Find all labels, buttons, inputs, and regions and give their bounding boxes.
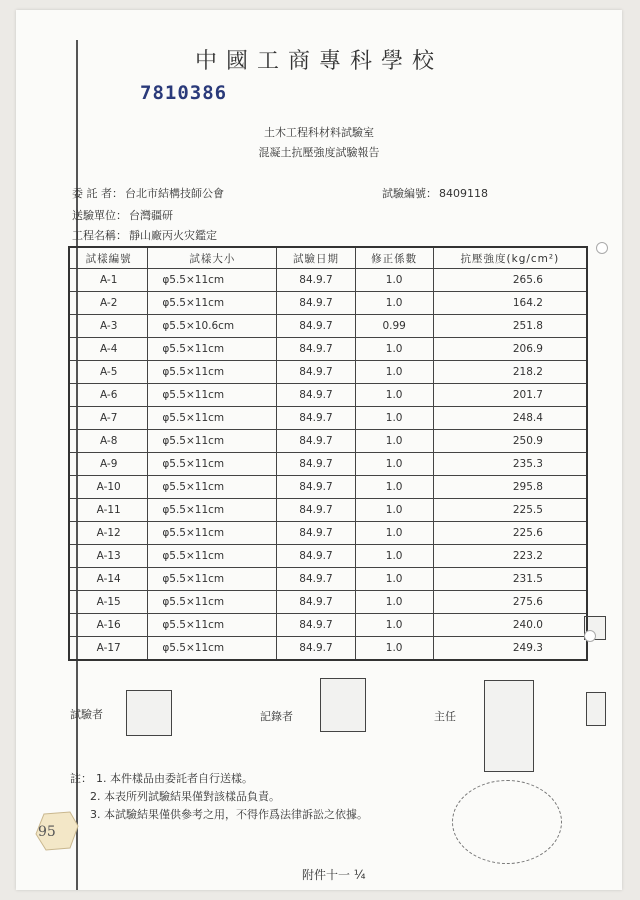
strength-cell: 201.7 xyxy=(433,384,587,407)
table-row xyxy=(69,614,587,637)
sample-size-cell: φ5.5×11cm xyxy=(148,545,277,568)
submitting-unit-label: 送驗單位： xyxy=(72,209,127,222)
table-row xyxy=(69,269,587,292)
test-date-cell: 84.9.7 xyxy=(277,476,355,499)
attachment-label: 附件十一 xyxy=(302,868,351,882)
client-value: 台北市結構技師公會 xyxy=(125,187,224,200)
attachment-fraction: ¼ xyxy=(353,868,366,882)
project-name-label: 工程名稱： xyxy=(72,229,127,242)
test-date-cell: 84.9.7 xyxy=(277,384,355,407)
submitting-unit-field xyxy=(72,207,173,223)
strength-cell: 251.8 xyxy=(433,315,587,338)
sample-size-cell: φ5.5×11cm xyxy=(148,614,277,637)
sample-size-cell: φ5.5×11cm xyxy=(148,591,277,614)
strength-cell: 295.8 xyxy=(433,476,587,499)
column-header: 試樣編號 xyxy=(69,247,148,269)
table-row xyxy=(69,476,587,499)
page-number-text: 95 xyxy=(38,824,56,840)
correction-factor-cell: 1.0 xyxy=(355,499,433,522)
test-number-value: 8409118 xyxy=(439,187,488,200)
test-number-label: 試驗編號： xyxy=(382,187,437,200)
sample-id-cell: A-13 xyxy=(69,545,148,568)
correction-factor-cell: 1.0 xyxy=(355,591,433,614)
sample-size-cell: φ5.5×11cm xyxy=(148,637,277,661)
test-date-cell: 84.9.7 xyxy=(277,269,355,292)
test-date-cell: 84.9.7 xyxy=(277,430,355,453)
correction-factor-cell: 1.0 xyxy=(355,361,433,384)
correction-factor-cell: 1.0 xyxy=(355,292,433,315)
strength-cell: 240.0 xyxy=(433,614,587,637)
sample-id-cell: A-9 xyxy=(69,453,148,476)
table-row xyxy=(69,637,587,661)
table-row xyxy=(69,315,587,338)
sample-id-cell: A-11 xyxy=(69,499,148,522)
tester-stamp xyxy=(126,690,172,736)
table-header-row xyxy=(69,247,587,269)
sample-size-cell: φ5.5×11cm xyxy=(148,453,277,476)
test-date-cell: 84.9.7 xyxy=(277,637,355,661)
strength-cell: 249.3 xyxy=(433,637,587,661)
punch-hole xyxy=(584,630,596,642)
round-seal xyxy=(452,780,562,864)
test-date-cell: 84.9.7 xyxy=(277,453,355,476)
test-date-cell: 84.9.7 xyxy=(277,522,355,545)
serial-number: 7810386 xyxy=(140,82,228,104)
column-header: 試樣大小 xyxy=(148,247,277,269)
sample-id-cell: A-3 xyxy=(69,315,148,338)
table-row xyxy=(69,453,587,476)
sample-size-cell: φ5.5×11cm xyxy=(148,568,277,591)
column-header: 抗壓強度(kg/cm²) xyxy=(433,247,587,269)
test-date-cell: 84.9.7 xyxy=(277,292,355,315)
sample-size-cell: φ5.5×11cm xyxy=(148,407,277,430)
correction-factor-cell: 0.99 xyxy=(355,315,433,338)
sample-size-cell: φ5.5×11cm xyxy=(148,476,277,499)
sample-id-cell: A-8 xyxy=(69,430,148,453)
test-date-cell: 84.9.7 xyxy=(277,407,355,430)
page-number-mark xyxy=(30,808,84,854)
sample-id-cell: A-16 xyxy=(69,614,148,637)
document-page xyxy=(16,10,622,890)
notes-heading: 註： xyxy=(70,772,92,785)
table-row xyxy=(69,361,587,384)
client-label: 委 託 者： xyxy=(72,187,123,200)
test-date-cell: 84.9.7 xyxy=(277,499,355,522)
table-row xyxy=(69,568,587,591)
column-header: 修正係數 xyxy=(355,247,433,269)
sample-size-cell: φ5.5×11cm xyxy=(148,338,277,361)
correction-factor-cell: 1.0 xyxy=(355,522,433,545)
correction-factor-cell: 1.0 xyxy=(355,453,433,476)
test-date-cell: 84.9.7 xyxy=(277,338,355,361)
sample-size-cell: φ5.5×11cm xyxy=(148,522,277,545)
sample-size-cell: φ5.5×10.6cm xyxy=(148,315,277,338)
project-name-field xyxy=(72,227,217,243)
margin-stamp xyxy=(586,692,606,726)
test-date-cell: 84.9.7 xyxy=(277,545,355,568)
punch-hole xyxy=(596,242,608,254)
test-date-cell: 84.9.7 xyxy=(277,315,355,338)
correction-factor-cell: 1.0 xyxy=(355,545,433,568)
sample-id-cell: A-7 xyxy=(69,407,148,430)
correction-factor-cell: 1.0 xyxy=(355,269,433,292)
note-line: 3. 本試驗結果僅供參考之用，不得作爲法律訴訟之依據。 xyxy=(90,808,368,821)
report-title: 混凝土抗壓強度試驗報告 xyxy=(258,146,380,159)
sample-size-cell: φ5.5×11cm xyxy=(148,430,277,453)
table-row xyxy=(69,499,587,522)
page-footer xyxy=(302,866,365,883)
note-line: 2. 本表所列試驗結果僅對該樣品負責。 xyxy=(90,790,280,803)
chief-stamp xyxy=(484,680,534,772)
correction-factor-cell: 1.0 xyxy=(355,338,433,361)
sample-size-cell: φ5.5×11cm xyxy=(148,499,277,522)
table-row xyxy=(69,591,587,614)
correction-factor-cell: 1.0 xyxy=(355,637,433,661)
strength-cell: 250.9 xyxy=(433,430,587,453)
test-date-cell: 84.9.7 xyxy=(277,614,355,637)
strength-cell: 235.3 xyxy=(433,453,587,476)
test-number-field xyxy=(382,185,488,201)
sample-size-cell: φ5.5×11cm xyxy=(148,292,277,315)
chief-label: 主任 xyxy=(434,710,456,723)
sample-id-cell: A-4 xyxy=(69,338,148,361)
sample-id-cell: A-15 xyxy=(69,591,148,614)
recorder-stamp xyxy=(320,678,366,732)
correction-factor-cell: 1.0 xyxy=(355,476,433,499)
project-name-value: 靜山廠丙火灾鑑定 xyxy=(129,229,217,242)
submitting-unit-value: 台灣疆研 xyxy=(129,209,173,222)
recorder-label: 記錄者 xyxy=(260,710,293,723)
sample-id-cell: A-10 xyxy=(69,476,148,499)
strength-cell: 265.6 xyxy=(433,269,587,292)
strength-cell: 248.4 xyxy=(433,407,587,430)
strength-cell: 231.5 xyxy=(433,568,587,591)
test-date-cell: 84.9.7 xyxy=(277,591,355,614)
strength-cell: 275.6 xyxy=(433,591,587,614)
lab-name: 土木工程科材料試驗室 xyxy=(264,126,374,139)
correction-factor-cell: 1.0 xyxy=(355,384,433,407)
strength-cell: 218.2 xyxy=(433,361,587,384)
tester-label: 試驗者 xyxy=(70,708,103,721)
column-header: 試驗日期 xyxy=(277,247,355,269)
correction-factor-cell: 1.0 xyxy=(355,430,433,453)
school-title: 中國工商專科學校 xyxy=(194,49,443,74)
sample-id-cell: A-12 xyxy=(69,522,148,545)
strength-cell: 206.9 xyxy=(433,338,587,361)
client-field xyxy=(72,185,224,201)
correction-factor-cell: 1.0 xyxy=(355,407,433,430)
sample-id-cell: A-1 xyxy=(69,269,148,292)
strength-cell: 225.6 xyxy=(433,522,587,545)
table-row xyxy=(69,384,587,407)
note-text: 1. 本件樣品由委託者自行送樣。 xyxy=(96,772,253,785)
test-date-cell: 84.9.7 xyxy=(277,568,355,591)
strength-cell: 164.2 xyxy=(433,292,587,315)
table-row xyxy=(69,407,587,430)
note-line xyxy=(70,770,368,788)
results-table xyxy=(68,246,588,661)
table-row xyxy=(69,522,587,545)
table-row xyxy=(69,545,587,568)
sample-id-cell: A-2 xyxy=(69,292,148,315)
table-row xyxy=(69,292,587,315)
sample-size-cell: φ5.5×11cm xyxy=(148,361,277,384)
strength-cell: 225.5 xyxy=(433,499,587,522)
correction-factor-cell: 1.0 xyxy=(355,568,433,591)
notes-section xyxy=(70,770,368,824)
sample-size-cell: φ5.5×11cm xyxy=(148,269,277,292)
sample-id-cell: A-5 xyxy=(69,361,148,384)
table-row xyxy=(69,338,587,361)
correction-factor-cell: 1.0 xyxy=(355,614,433,637)
sample-id-cell: A-14 xyxy=(69,568,148,591)
test-date-cell: 84.9.7 xyxy=(277,361,355,384)
sample-size-cell: φ5.5×11cm xyxy=(148,384,277,407)
table-row xyxy=(69,430,587,453)
strength-cell: 223.2 xyxy=(433,545,587,568)
sample-id-cell: A-17 xyxy=(69,637,148,661)
sample-id-cell: A-6 xyxy=(69,384,148,407)
